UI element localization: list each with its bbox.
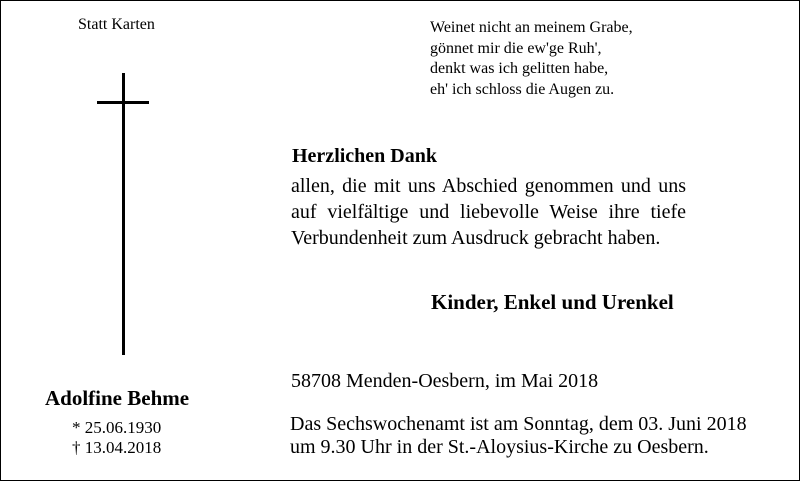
thanks-line: allen, die mit uns Abschied genommen und uns bbox=[291, 175, 686, 197]
poem-line: denkt was ich gelitten habe, bbox=[430, 60, 609, 77]
thanks-line: auf vielfältige und liebevolle Weise ihre tiefe bbox=[291, 201, 686, 223]
thanks-title: Herzlichen Dank bbox=[292, 145, 437, 167]
signers: Kinder, Enkel und Urenkel bbox=[431, 290, 674, 314]
deceased-name: Adolfine Behme bbox=[45, 386, 190, 410]
thanks-line: Verbundenheit zum Ausdruck gebracht haben. bbox=[291, 227, 661, 249]
place-date: 58708 Menden-Oesbern, im Mai 2018 bbox=[291, 370, 599, 392]
life-dates bbox=[72, 418, 161, 457]
cross-horizontal-bar bbox=[97, 101, 149, 104]
cross-vertical-bar bbox=[122, 73, 125, 355]
poem-line: Weinet nicht an meinem Grabe, bbox=[430, 19, 633, 36]
service-line: Das Sechswochenamt ist am Sonntag, dem 03. Juni 2018 bbox=[290, 413, 747, 435]
poem-line: gönnet mir die ew'ge Ruh', bbox=[430, 39, 602, 57]
thanks-text bbox=[291, 173, 686, 251]
poem bbox=[430, 18, 633, 100]
service-announcement bbox=[290, 413, 747, 459]
poem-line: eh' ich schloss die Augen zu. bbox=[430, 80, 615, 98]
service-line: um 9.30 Uhr in der St.-Aloysius-Kirche zu Oesbern. bbox=[290, 436, 709, 458]
death-date: † 13.04.2018 bbox=[72, 437, 162, 457]
birth-date: * 25.06.1930 bbox=[72, 418, 162, 437]
statt-karten-label: Statt Karten bbox=[78, 16, 155, 33]
